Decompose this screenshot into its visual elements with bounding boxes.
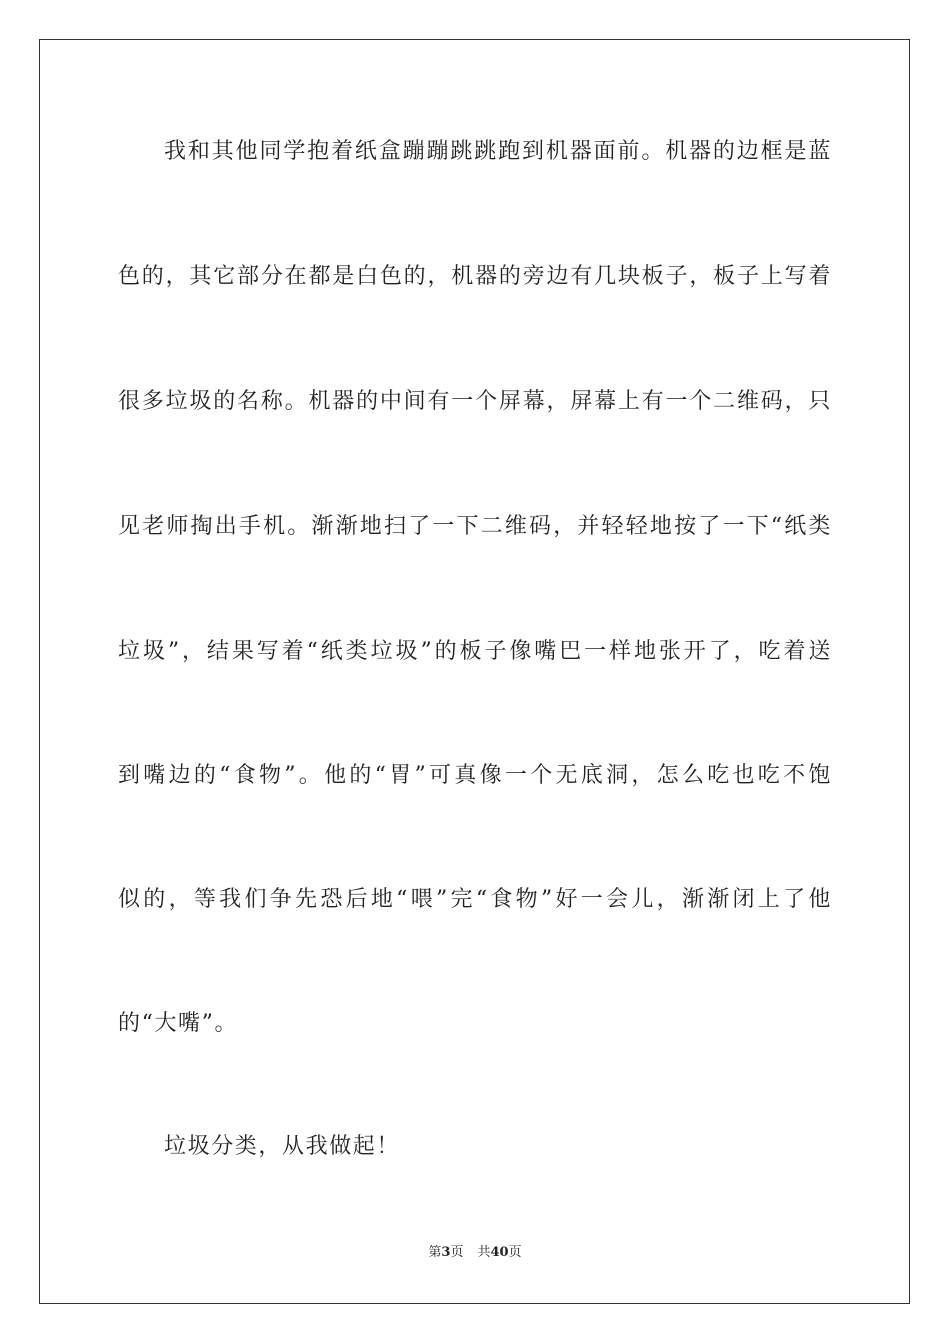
total-prefix: 共 bbox=[477, 1245, 491, 1260]
total-pages: 40 bbox=[490, 1245, 509, 1260]
paragraph-line-8: 的“大嘴”。 bbox=[118, 1011, 239, 1036]
page-suffix: 页 bbox=[450, 1245, 464, 1260]
paragraph-line-6: 到嘴边的“食物”。他的“胃”可真像一个无底洞，怎么吃也吃不饱 bbox=[118, 763, 832, 788]
paragraph-line-3: 很多垃圾的名称。机器的中间有一个屏幕，屏幕上有一个二维码，只 bbox=[118, 389, 832, 414]
paragraph-line-5: 垃圾”，结果写着“纸类垃圾”的板子像嘴巴一样地张开了，吃着送 bbox=[118, 639, 832, 664]
paragraph-line-7: 似的，等我们争先恐后地“喂”完“食物”好一会儿，渐渐闭上了他 bbox=[118, 887, 832, 912]
closing-line: 垃圾分类，从我做起！ bbox=[164, 1134, 401, 1159]
paragraph-line-1: 我和其他同学抱着纸盒蹦蹦跳跳跑到机器面前。机器的边框是蓝 bbox=[164, 139, 832, 164]
page-footer bbox=[0, 1244, 950, 1262]
page-number: 3 bbox=[441, 1245, 451, 1260]
total-suffix: 页 bbox=[508, 1245, 522, 1260]
paragraph-line-4: 见老师掏出手机。渐渐地扫了一下二维码，并轻轻地按了一下“纸类 bbox=[118, 514, 832, 539]
page-prefix: 第 bbox=[428, 1245, 442, 1260]
page-border bbox=[39, 39, 910, 1304]
paragraph-line-2: 色的，其它部分在都是白色的，机器的旁边有几块板子，板子上写着 bbox=[118, 264, 832, 289]
